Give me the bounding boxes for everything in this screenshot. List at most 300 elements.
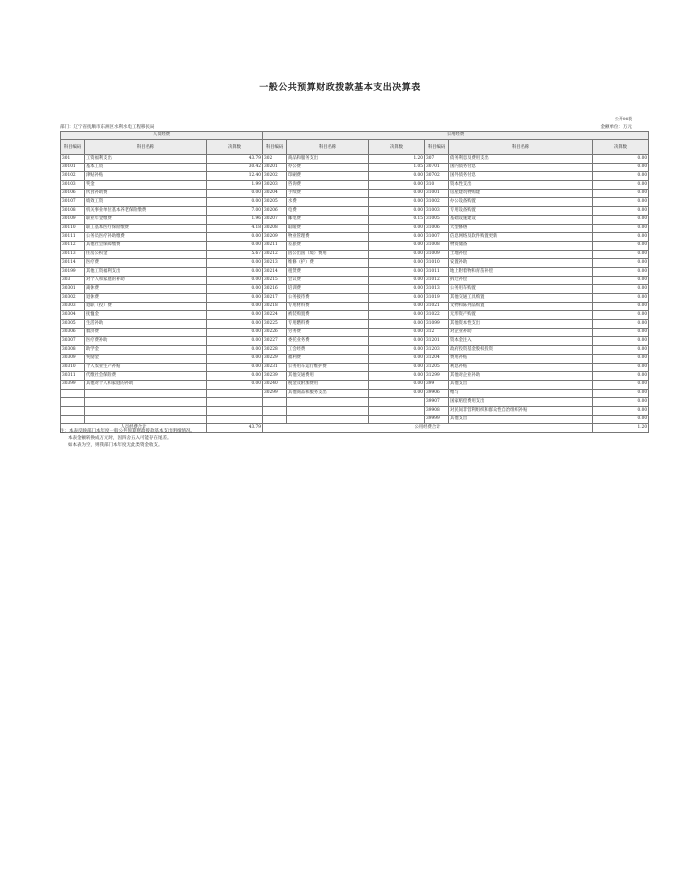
personnel-name-cell: 工资福利支出 (85, 155, 207, 164)
public-amount-cell: 0.00 (369, 198, 425, 207)
other-name-cell: 资本金注入 (449, 337, 593, 346)
personnel-amount-cell: 0.00 (207, 363, 263, 372)
other-name-cell: 其他资本性支出 (449, 320, 593, 329)
other-amount-cell: 0.00 (593, 346, 649, 355)
personnel-code-cell: 30111 (61, 233, 85, 242)
other-code-cell: 31011 (425, 267, 449, 276)
other-amount-cell: 0.00 (593, 337, 649, 346)
other-code-cell: 31001 (425, 189, 449, 198)
other-code-cell: 31013 (425, 285, 449, 294)
personnel-amount-cell: 0.00 (207, 267, 263, 276)
other-code-cell: 31006 (425, 224, 449, 233)
other-amount-cell: 0.00 (593, 215, 649, 224)
personnel-code-cell: 30306 (61, 328, 85, 337)
personnel-amount-cell: 12.40 (207, 172, 263, 181)
public-name-cell: 会议费 (287, 276, 369, 285)
public-amount-cell: 0.00 (369, 181, 425, 190)
public-name-cell: 专用燃料费 (287, 320, 369, 329)
table-row (61, 372, 649, 381)
personnel-code-cell: 30307 (61, 337, 85, 346)
personnel-amount-cell: 0.00 (207, 354, 263, 363)
public-name-cell: 水费 (287, 198, 369, 207)
personnel-name-cell: 助学金 (85, 346, 207, 355)
personnel-amount-cell: 0.00 (207, 337, 263, 346)
personnel-amount-cell: 0.00 (207, 302, 263, 311)
personnel-name-cell (85, 398, 207, 407)
form-code: 公开06表 (614, 116, 632, 121)
table-row (61, 163, 649, 172)
other-code-cell: 31005 (425, 215, 449, 224)
public-amount-cell: 0.00 (369, 372, 425, 381)
other-amount-cell: 0.00 (593, 328, 649, 337)
public-name-cell: 被装购置费 (287, 311, 369, 320)
public-group-header: 公用经费 (263, 132, 649, 140)
personnel-code-cell: 30303 (61, 302, 85, 311)
personnel-name-cell: 对个人和家庭的补助 (85, 276, 207, 285)
table-row (61, 398, 649, 407)
personnel-amount-cell: 0.00 (207, 320, 263, 329)
other-name-cell: 地上附着物和青苗补偿 (449, 267, 593, 276)
public-name-cell: 税金及附加费用 (287, 380, 369, 389)
table-row (61, 155, 649, 164)
personnel-amount-cell: 0.00 (207, 233, 263, 242)
personnel-amount-cell: 30.42 (207, 163, 263, 172)
other-amount-cell: 0.00 (593, 259, 649, 268)
public-amount-cell: 0.00 (369, 250, 425, 259)
public-code-cell: 30239 (263, 372, 287, 381)
table-row (61, 389, 649, 398)
personnel-code-cell: 30308 (61, 346, 85, 355)
personnel-amount-cell: 0.00 (207, 276, 263, 285)
public-name-cell: 公务接待费 (287, 294, 369, 303)
personnel-code-cell: 30301 (61, 285, 85, 294)
public-code-cell: 30226 (263, 328, 287, 337)
personnel-code-cell: 30110 (61, 224, 85, 233)
personnel-amount-cell: 0.00 (207, 346, 263, 355)
table-row (61, 328, 649, 337)
public-code-cell: 30225 (263, 320, 287, 329)
public-code-cell: 30228 (263, 346, 287, 355)
other-name-cell: 基础设施建设 (449, 215, 593, 224)
public-amount-cell: 1.05 (369, 163, 425, 172)
personnel-name-cell: 职业年金缴费 (85, 215, 207, 224)
col-header-name: 科目名称 (449, 140, 593, 155)
public-code-cell: 302 (263, 155, 287, 164)
table-row (61, 259, 649, 268)
personnel-name-cell: 基本工资 (85, 163, 207, 172)
other-code-cell: 31021 (425, 302, 449, 311)
public-name-cell: 物业管理费 (287, 233, 369, 242)
personnel-group-header: 人员经费 (61, 132, 263, 140)
public-name-cell: 培训费 (287, 285, 369, 294)
personnel-code-cell: 303 (61, 276, 85, 285)
personnel-code-cell (61, 415, 85, 424)
other-code-cell: 39907 (425, 398, 449, 407)
other-amount-cell: 0.00 (593, 389, 649, 398)
public-name-cell (287, 398, 369, 407)
public-name-cell: 取暖费 (287, 224, 369, 233)
personnel-code-cell: 30112 (61, 241, 85, 250)
table-row (61, 181, 649, 190)
other-code-cell: 31299 (425, 372, 449, 381)
personnel-code-cell: 30311 (61, 372, 85, 381)
personnel-code-cell: 30114 (61, 259, 85, 268)
public-name-cell: 差旅费 (287, 241, 369, 250)
table-row (61, 346, 649, 355)
public-amount-cell: 0.00 (369, 267, 425, 276)
other-code-cell: 31002 (425, 198, 449, 207)
table-row (61, 363, 649, 372)
other-name-cell: 物资储备 (449, 241, 593, 250)
personnel-code-cell: 30304 (61, 311, 85, 320)
public-name-cell: 租赁费 (287, 267, 369, 276)
public-code-cell: 30207 (263, 215, 287, 224)
public-code-cell: 30231 (263, 363, 287, 372)
public-code-cell: 30202 (263, 172, 287, 181)
personnel-code-cell: 30199 (61, 267, 85, 276)
public-name-cell: 其他商品和服务支出 (287, 389, 369, 398)
public-code-cell: 30203 (263, 181, 287, 190)
other-name-cell: 公务用车购置 (449, 285, 593, 294)
other-amount-cell: 0.00 (593, 172, 649, 181)
public-code-cell: 30218 (263, 302, 287, 311)
other-amount-cell: 0.00 (593, 181, 649, 190)
department-label: 部门：辽宁省抚顺市东洲区水利水电工程移民局 (60, 125, 155, 130)
public-amount-cell (369, 398, 425, 407)
public-name-cell (287, 406, 369, 415)
personnel-code-cell (61, 389, 85, 398)
public-code-cell: 30204 (263, 189, 287, 198)
other-amount-cell: 0.00 (593, 207, 649, 216)
other-code-cell: 39906 (425, 389, 449, 398)
other-code-cell: 31010 (425, 259, 449, 268)
personnel-code-cell: 30302 (61, 294, 85, 303)
table-row (61, 267, 649, 276)
personnel-name-cell: 生活补助 (85, 320, 207, 329)
personnel-name-cell (85, 415, 207, 424)
other-amount-cell: 0.00 (593, 398, 649, 407)
table-row (61, 406, 649, 415)
table-row (61, 320, 649, 329)
col-header-code: 科目编码 (263, 140, 287, 155)
public-amount-cell: 0.15 (369, 215, 425, 224)
public-name-cell (287, 415, 369, 424)
other-name-cell: 拆迁补偿 (449, 276, 593, 285)
public-amount-cell: 0.00 (369, 389, 425, 398)
other-name-cell: 文物和陈列品购置 (449, 302, 593, 311)
col-header-code: 科目编码 (61, 140, 85, 155)
other-name-cell: 利息补贴 (449, 363, 593, 372)
personnel-code-cell: 30102 (61, 172, 85, 181)
public-code-cell: 30211 (263, 241, 287, 250)
other-code-cell: 312 (425, 328, 449, 337)
other-amount-cell: 0.00 (593, 233, 649, 242)
other-amount-cell: 0.00 (593, 406, 649, 415)
other-amount-cell: 0.00 (593, 285, 649, 294)
table-row (61, 207, 649, 216)
public-code-cell: 30213 (263, 259, 287, 268)
public-amount-cell: 0.00 (369, 320, 425, 329)
public-amount-cell: 0.00 (369, 172, 425, 181)
other-code-cell: 31003 (425, 207, 449, 216)
public-code-cell (263, 398, 287, 407)
other-code-cell: 31008 (425, 241, 449, 250)
personnel-name-cell: 个人农业生产补贴 (85, 363, 207, 372)
public-name-cell: 电费 (287, 207, 369, 216)
other-name-cell: 办公设备购置 (449, 198, 593, 207)
table-row (61, 380, 649, 389)
personnel-name-cell: 其他工资福利支出 (85, 267, 207, 276)
public-name-cell: 维修（护）费 (287, 259, 369, 268)
public-name-cell: 印刷费 (287, 172, 369, 181)
public-amount-cell: 1.20 (369, 155, 425, 164)
personnel-amount-cell (207, 398, 263, 407)
personnel-name-cell: 其他社会保障缴费 (85, 241, 207, 250)
public-name-cell: 委托业务费 (287, 337, 369, 346)
table-row (61, 224, 649, 233)
other-name-cell: 费用补贴 (449, 354, 593, 363)
public-code-cell: 30240 (263, 380, 287, 389)
note-line: 注：本表反映部门本年度一般公共预算财政拨款基本支出明细情况。 (60, 429, 195, 434)
personnel-name-cell: 代缴社会保险费 (85, 372, 207, 381)
public-amount-cell: 0.00 (369, 380, 425, 389)
public-amount-cell: 0.00 (369, 259, 425, 268)
other-name-cell: 国外债务付息 (449, 172, 593, 181)
personnel-amount-cell: 5.67 (207, 250, 263, 259)
personnel-name-cell: 津贴补贴 (85, 172, 207, 181)
personnel-code-cell: 30109 (61, 215, 85, 224)
other-code-cell: 30702 (425, 172, 449, 181)
public-name-cell: 福利费 (287, 354, 369, 363)
personnel-name-cell: 救济费 (85, 328, 207, 337)
public-code-cell: 30209 (263, 233, 287, 242)
table-row (61, 311, 649, 320)
other-code-cell: 31012 (425, 276, 449, 285)
table-body (61, 155, 649, 424)
table-row (61, 189, 649, 198)
personnel-amount-cell: 0.00 (207, 311, 263, 320)
other-name-cell: 国家赔偿费用支出 (449, 398, 593, 407)
public-amount-cell: 0.00 (369, 311, 425, 320)
table-row (61, 285, 649, 294)
table-row (61, 233, 649, 242)
public-amount-cell: 0.00 (369, 346, 425, 355)
public-amount-cell (369, 406, 425, 415)
other-code-cell: 31019 (425, 294, 449, 303)
col-header-amount: 决算数 (207, 140, 263, 155)
personnel-total-label: 人员经费合计 (61, 424, 207, 433)
public-total-label: 公用经费合计 (263, 424, 593, 433)
other-name-cell: 土地补偿 (449, 250, 593, 259)
other-amount-cell: 0.00 (593, 372, 649, 381)
personnel-code-cell: 30101 (61, 163, 85, 172)
personnel-total-value: 43.79 (207, 424, 263, 433)
col-header-amount: 决算数 (369, 140, 425, 155)
personnel-amount-cell: 4.18 (207, 224, 263, 233)
unit-label: 金额单位：万元 (600, 125, 632, 130)
public-code-cell: 30205 (263, 198, 287, 207)
public-name-cell: 专用材料费 (287, 302, 369, 311)
other-amount-cell: 0.00 (593, 241, 649, 250)
personnel-code-cell: 30106 (61, 189, 85, 198)
personnel-amount-cell: 0.00 (207, 285, 263, 294)
public-amount-cell: 0.00 (369, 189, 425, 198)
public-name-cell: 咨询费 (287, 181, 369, 190)
personnel-code-cell: 301 (61, 155, 85, 164)
public-amount-cell: 0.00 (369, 302, 425, 311)
other-name-cell: 其他支出 (449, 380, 593, 389)
other-code-cell: 39999 (425, 415, 449, 424)
other-amount-cell: 0.00 (593, 302, 649, 311)
public-code-cell: 30201 (263, 163, 287, 172)
other-name-cell: 其他支出 (449, 415, 593, 424)
other-name-cell: 对企业补助 (449, 328, 593, 337)
personnel-amount-cell (207, 415, 263, 424)
personnel-code-cell: 30310 (61, 363, 85, 372)
personnel-code-cell: 30113 (61, 250, 85, 259)
personnel-amount-cell (207, 389, 263, 398)
public-amount-cell: 0.00 (369, 207, 425, 216)
public-code-cell: 30217 (263, 294, 287, 303)
other-amount-cell: 0.00 (593, 294, 649, 303)
other-name-cell: 赠与 (449, 389, 593, 398)
other-name-cell: 资本性支出 (449, 181, 593, 190)
personnel-code-cell (61, 406, 85, 415)
other-code-cell: 399 (425, 380, 449, 389)
table-row (61, 215, 649, 224)
other-amount-cell: 0.00 (593, 276, 649, 285)
other-code-cell: 39908 (425, 406, 449, 415)
public-amount-cell: 0.00 (369, 294, 425, 303)
other-code-cell: 31099 (425, 320, 449, 329)
public-amount-cell: 0.00 (369, 363, 425, 372)
table-row (61, 302, 649, 311)
other-amount-cell: 0.00 (593, 224, 649, 233)
personnel-amount-cell: 0.00 (207, 259, 263, 268)
public-code-cell: 30212 (263, 250, 287, 259)
other-amount-cell: 0.00 (593, 415, 649, 424)
table-row (61, 354, 649, 363)
table-row (61, 337, 649, 346)
public-name-cell: 办公费 (287, 163, 369, 172)
col-header-amount: 决算数 (593, 140, 649, 155)
public-amount-cell: 0.00 (369, 285, 425, 294)
personnel-amount-cell: 0.00 (207, 189, 263, 198)
public-amount-cell: 0.00 (369, 354, 425, 363)
table-row (61, 276, 649, 285)
public-code-cell: 30208 (263, 224, 287, 233)
other-name-cell: 信息网络及软件购置更新 (449, 233, 593, 242)
table-row (61, 250, 649, 259)
other-amount-cell: 0.00 (593, 250, 649, 259)
col-header-code: 科目编码 (425, 140, 449, 155)
public-name-cell: 其他交通费用 (287, 372, 369, 381)
public-amount-cell: 0.00 (369, 328, 425, 337)
personnel-code-cell: 30103 (61, 181, 85, 190)
other-name-cell: 债务利息及费用支出 (449, 155, 593, 164)
other-amount-cell: 0.00 (593, 363, 649, 372)
other-code-cell: 31007 (425, 233, 449, 242)
other-amount-cell: 0.00 (593, 198, 649, 207)
public-amount-cell: 0.00 (369, 276, 425, 285)
personnel-name-cell: 住房公积金 (85, 250, 207, 259)
public-code-cell: 30216 (263, 285, 287, 294)
personnel-code-cell: 30399 (61, 380, 85, 389)
personnel-name-cell: 其他对个人和家庭的补助 (85, 380, 207, 389)
personnel-amount-cell: 0.00 (207, 241, 263, 250)
personnel-name-cell: 绩效工资 (85, 198, 207, 207)
personnel-amount-cell: 0.00 (207, 198, 263, 207)
table-row (61, 241, 649, 250)
note-line: 如本表为空，则我部门本年度无此类资金收支。 (68, 443, 163, 449)
other-amount-cell: 0.00 (593, 311, 649, 320)
personnel-name-cell: 公务员医疗补助缴费 (85, 233, 207, 242)
personnel-name-cell: 机关事业单位基本养老保险缴费 (85, 207, 207, 216)
personnel-amount-cell: 1.99 (207, 181, 263, 190)
public-amount-cell (369, 415, 425, 424)
other-code-cell: 31205 (425, 363, 449, 372)
public-name-cell: 商品和服务支出 (287, 155, 369, 164)
table-row (61, 415, 649, 424)
personnel-name-cell: 奖金 (85, 181, 207, 190)
note-line: 本表金额转换成万元时，因四舍五入可能存在尾差。 (68, 436, 172, 442)
col-header-name: 科目名称 (287, 140, 369, 155)
other-name-cell: 政府投资基金股权投资 (449, 346, 593, 355)
other-name-cell: 专用设备购置 (449, 207, 593, 216)
personnel-amount-cell: 1.96 (207, 215, 263, 224)
other-name-cell: 房屋建筑物购建 (449, 189, 593, 198)
personnel-name-cell: 退职（役）费 (85, 302, 207, 311)
personnel-code-cell: 30305 (61, 320, 85, 329)
other-name-cell: 大型修缮 (449, 224, 593, 233)
personnel-amount-cell (207, 406, 263, 415)
public-amount-cell: 0.00 (369, 337, 425, 346)
other-name-cell: 无形资产购置 (449, 311, 593, 320)
personnel-name-cell: 离休费 (85, 285, 207, 294)
personnel-name-cell: 奖励金 (85, 354, 207, 363)
public-code-cell: 30299 (263, 389, 287, 398)
personnel-amount-cell: 0.00 (207, 380, 263, 389)
other-code-cell: 31009 (425, 250, 449, 259)
personnel-amount-cell: 0.00 (207, 328, 263, 337)
public-name-cell: 邮电费 (287, 215, 369, 224)
other-name-cell: 安置补助 (449, 259, 593, 268)
other-code-cell: 31204 (425, 354, 449, 363)
public-code-cell: 30214 (263, 267, 287, 276)
public-code-cell: 30227 (263, 337, 287, 346)
personnel-name-cell (85, 389, 207, 398)
page-title: 一般公共预算财政拨款基本支出决算表 (259, 83, 421, 93)
personnel-name-cell: 退休费 (85, 294, 207, 303)
public-amount-cell: 0.00 (369, 241, 425, 250)
other-code-cell: 31022 (425, 311, 449, 320)
personnel-code-cell: 30108 (61, 207, 85, 216)
public-code-cell: 30206 (263, 207, 287, 216)
personnel-code-cell (61, 398, 85, 407)
personnel-amount-cell: 0.00 (207, 294, 263, 303)
personnel-name-cell: 职工基本医疗保险缴费 (85, 224, 207, 233)
other-amount-cell: 0.00 (593, 155, 649, 164)
table-row (61, 172, 649, 181)
other-name-cell: 国内债务付息 (449, 163, 593, 172)
other-name-cell: 对民间非营利组织和群众性自治组织补贴 (449, 406, 593, 415)
public-code-cell: 30215 (263, 276, 287, 285)
other-amount-cell: 0.00 (593, 320, 649, 329)
public-amount-cell: 0.00 (369, 224, 425, 233)
notes (60, 428, 195, 450)
public-code-cell: 30229 (263, 354, 287, 363)
public-name-cell: 手续费 (287, 189, 369, 198)
